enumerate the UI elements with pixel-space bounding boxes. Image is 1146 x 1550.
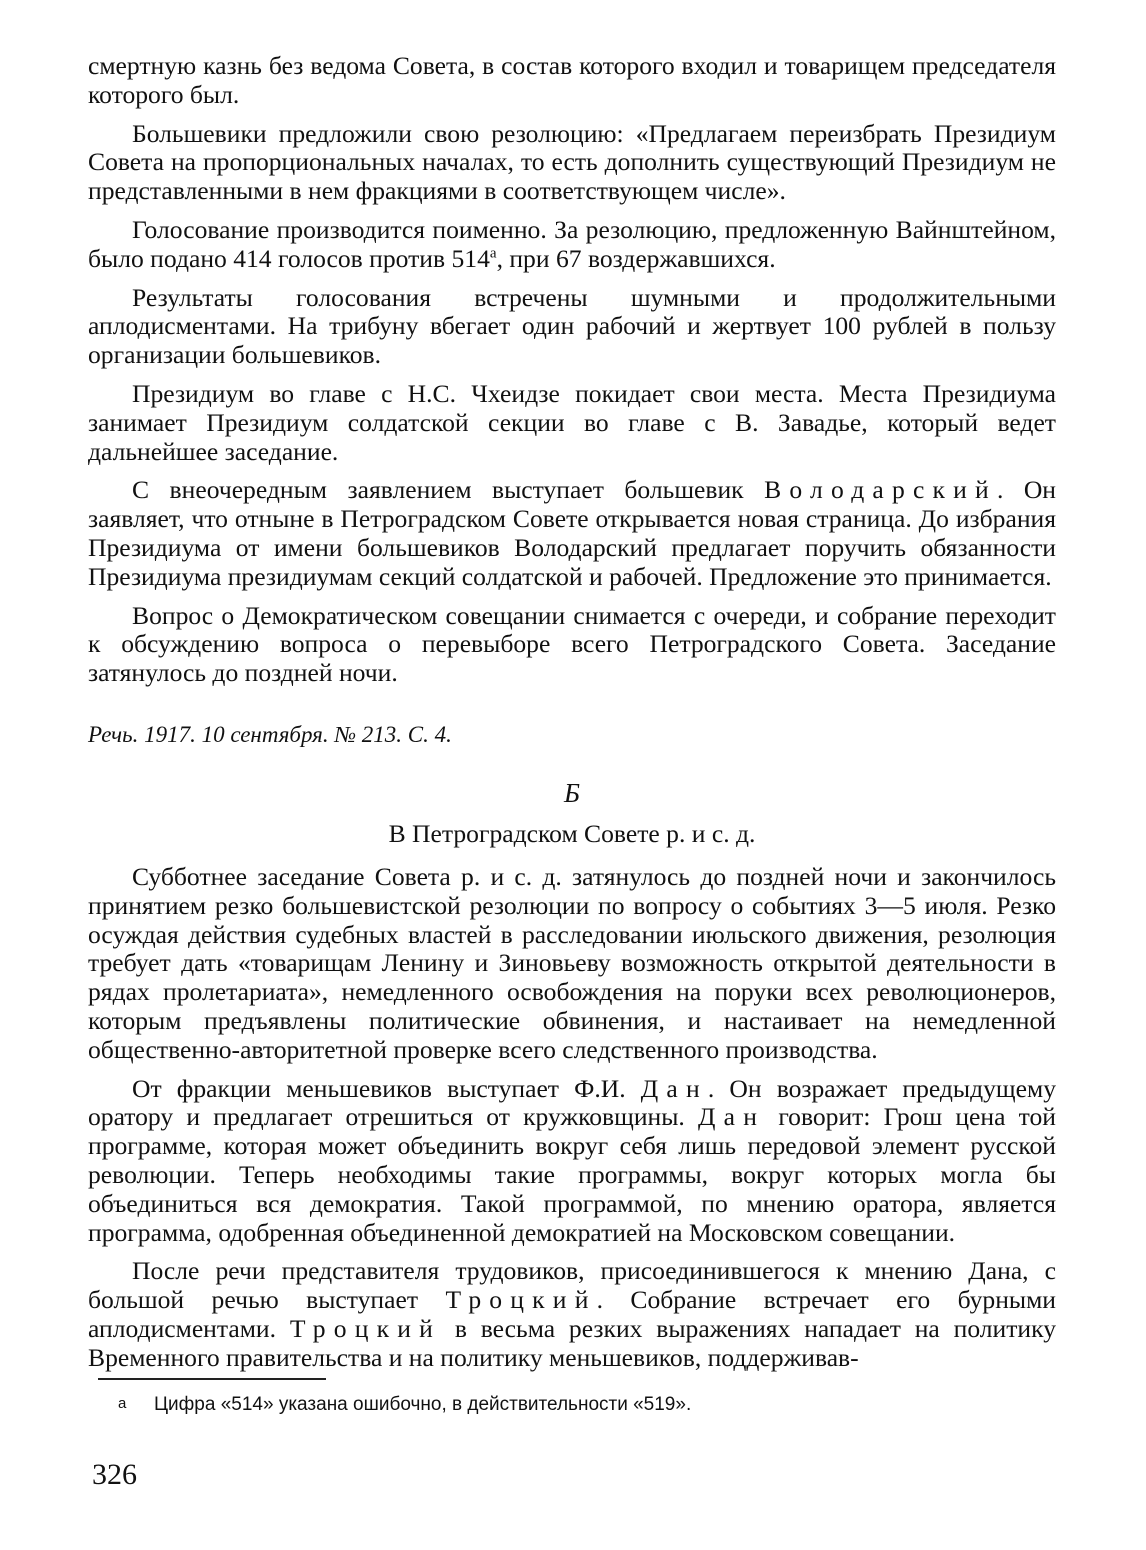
page-number: 326 [92,1458,137,1491]
paragraph-a7: Вопрос о Демократическом совещании снимается с очереди, и собрание переходит к обсуждению вопроса о перевыборе всего Петроградского Совета. Заседание затянулось до поздней ночи. [88,600,1056,688]
paragraph-b3 [88,1257,1056,1372]
spaced-name-trotsky: Троцкий [445,1285,597,1315]
paragraph-a3-tail: , при 67 воздержавшихся. [496,243,776,273]
paragraph-b3-part2: . Собрание встречает его бурными аплодисментами. [88,1285,1057,1343]
paragraph-a6-tail: . Он заявляет, что отныне в Петроградском Совете открывается новая страница. До избрания Президиума от имени большевиков Володарский предлагает поручить обязанности Президиума президиумам секций солдатской и рабочей. Предложение это принимается. [88,475,1056,591]
paragraph-a3-text: Голосование производится поименно. За резолюцию, предложенную Вайнштейном, было подано 414 голосов против 514 [88,214,1056,273]
section-letter: Б [564,777,580,808]
paragraph-a2: Большевики предложили свою резолюцию: «Предлагаем переизбрать Президиум Совета на пропорциональных началах, то есть дополнить существующий Президиум не представленными в нем фракциями в соответствующем числе». [88,118,1056,206]
spaced-name-dan: Дан [640,1073,708,1103]
paragraph-a1: смертную казнь без ведома Совета, в состав которого входил и товарищем председателя которого был. [88,51,1056,109]
footnote-text: Цифра «514» указана ошибочно, в действительности «519». [154,1394,692,1415]
paragraph-a3 [88,216,1056,274]
footnote-marker: а [118,1395,127,1412]
footnote-divider [98,1378,326,1380]
paragraph-a6 [88,476,1056,591]
paragraph-b2-part1: От фракции меньшевиков выступает Ф.И. [132,1073,641,1103]
paragraph-b2-part2: . Он возражает предыдущему оратору и предлагает отрешиться от кружковщины. [88,1073,1056,1132]
paragraph-a6-text: С внеочередным заявлением выступает большевик [132,475,765,505]
spaced-name-dan-2: Дан [698,1102,766,1132]
main-text-column [88,52,1056,1372]
paragraph-a4: Результаты голосования встречены шумными и продолжительными аплодисментами. На трибуну вбегает один рабочий и жертвует 100 рублей в пользу организации большевиков. [88,282,1056,370]
source-citation: Речь. 1917. 10 сентября. № 213. С. 4. [88,721,452,747]
spaced-name-volodarsky: Володарский [764,475,997,505]
paragraph-a5: Президиум во главе с Н.С. Чхеидзе покидает свои места. Места Президиума занимает Президиум солдатской секции во главе с В. Завадье, который ведет дальнейшее заседание. [88,378,1056,466]
paragraph-b3-part3: в весьма резких выражениях нападает на политику Временного правительства и на политику меньшевиков, поддерживав- [88,1313,1056,1372]
paragraph-b2 [88,1075,1056,1248]
paragraph-b2-part3: говорит: Грош цена той программе, которая может объединить вокруг себя лишь передовой элемент русской революции. Теперь необходимы такие программы, вокруг которых могла бы объединиться вся демократия. Такой программой, по мнению оратора, является программа, одобренная объединенной демократией на Московском совещании. [88,1102,1056,1247]
spaced-name-trotsky-2: Троцкий [289,1313,441,1343]
paragraph-b3-part1: После речи представителя трудовиков, присоединившегося к мнению Дана, с большой речью выступает [88,1256,1056,1315]
footnote [118,1392,1018,1417]
paragraph-b1: Субботнее заседание Совета р. и с. д. затянулось до поздней ночи и закончилось принятием резко большевистской резолюции по вопросу о событиях 3—5 июля. Резко осуждая действия судебных властей в расследовании июльского движения, резолюция требует дать «товарищам Ленину и Зиновьеву возможность открытой деятельности в рядах пролетариата», немедленного освобождения на поруки всех революционеров, которым предъявлены политические обвинения, и настаивает на немедленной общественно-авторитетной проверке всего следственного производства. [88,861,1056,1064]
section-title: В Петроградском Совете р. и с. д. [388,818,756,848]
footnote-reference: а [489,245,497,262]
